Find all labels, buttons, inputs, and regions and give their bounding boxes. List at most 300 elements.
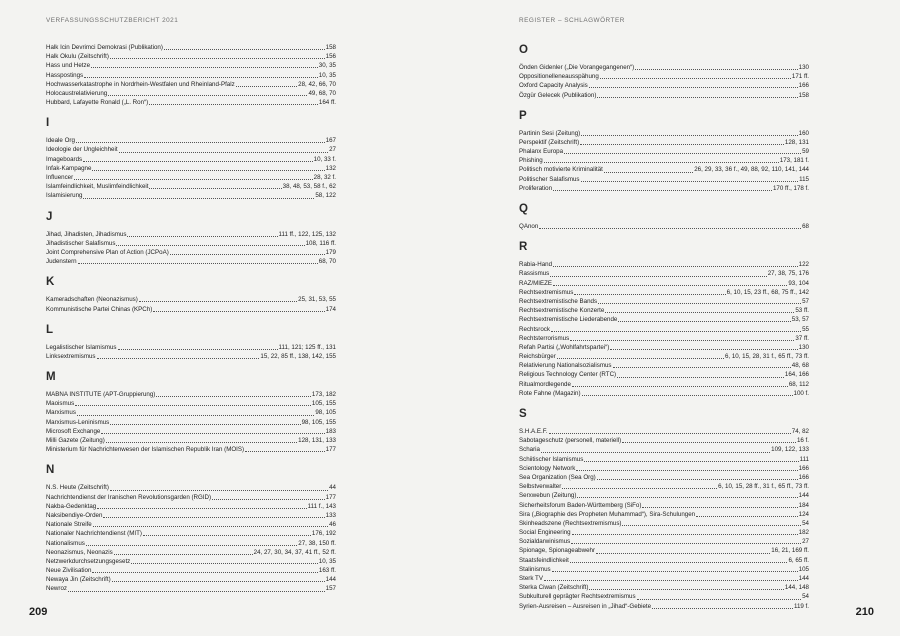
dot-leader	[600, 78, 791, 79]
index-term: Sterk TV	[519, 575, 543, 583]
dot-leader	[553, 285, 787, 286]
index-entry	[519, 501, 809, 510]
dot-leader	[544, 580, 798, 581]
index-entry	[519, 482, 809, 491]
dot-leader	[570, 562, 788, 563]
index-term: RAZ/MIEZE	[519, 279, 553, 287]
index-page-refs: 48, 68	[791, 362, 809, 370]
index-page-refs: 6, 10, 15, 28, 31 f., 65 ff., 73 ff.	[724, 353, 809, 361]
dot-leader	[116, 245, 304, 246]
index-term: Islamisierung	[46, 192, 83, 200]
index-term: Rechtsterrorismus	[519, 334, 570, 342]
index-section	[46, 464, 336, 593]
dot-leader	[572, 534, 798, 535]
index-page-refs: 6, 10, 15, 23 ff., 68, 75 ff., 142	[726, 288, 809, 296]
index-entry	[519, 269, 809, 278]
index-entry	[519, 510, 809, 519]
index-page-refs: 176, 192	[311, 530, 336, 538]
index-page-refs: 27	[329, 146, 336, 154]
index-page-refs: 10, 35	[318, 557, 336, 565]
dot-leader	[143, 535, 311, 536]
dot-leader	[553, 190, 772, 191]
dot-leader	[564, 153, 801, 154]
index-entry	[46, 409, 336, 418]
index-term: Nationale Streife	[46, 521, 92, 529]
index-page-refs: 30, 35	[318, 62, 336, 70]
index-page-refs: 68	[802, 223, 809, 231]
index-entry	[519, 81, 809, 90]
index-page-refs: 177	[325, 493, 336, 501]
index-term: Milli Gazete (Zeitung)	[46, 437, 105, 445]
index-page-refs: 68, 70	[318, 258, 336, 266]
index-section	[519, 44, 809, 100]
index-page-refs: 98, 105, 155	[301, 418, 336, 426]
dot-leader	[236, 86, 297, 87]
index-entry	[519, 91, 809, 100]
dot-leader	[557, 358, 724, 359]
index-page-refs: 167	[325, 137, 336, 145]
index-entry	[519, 175, 809, 184]
index-term: Sozialdarwinismus	[519, 538, 571, 546]
index-entry	[46, 539, 336, 548]
index-entry	[46, 136, 336, 145]
index-term: Rabia-Hand	[519, 261, 553, 269]
dot-leader	[91, 67, 318, 68]
index-entry	[519, 222, 809, 231]
index-term: Nationaler Nachrichtendienst (MIT)	[46, 530, 142, 538]
index-term: QAnon	[519, 223, 539, 231]
index-term: Kameradschaften (Neonazismus)	[46, 296, 138, 304]
index-page-refs: 133	[325, 511, 336, 519]
dot-leader	[76, 142, 325, 143]
dot-leader	[571, 543, 801, 544]
index-page-refs: 54	[802, 519, 809, 527]
index-term: Newaya Jin (Zeitschrift)	[46, 576, 111, 584]
index-term: Ideologie der Ungleichheit	[46, 146, 118, 154]
index-entry	[519, 138, 809, 147]
index-entry	[519, 325, 809, 334]
index-page-refs: 156	[325, 53, 336, 61]
dot-leader	[618, 321, 790, 322]
index-page-refs: 26, 29, 33, 36 f., 49, 88, 92, 110, 141, 144	[694, 166, 809, 174]
index-page-refs: 74, 82	[791, 428, 809, 436]
index-entry	[519, 455, 809, 464]
index-term: Legalistischer Islamismus	[46, 343, 117, 351]
index-entry	[46, 529, 336, 538]
index-term: Stalinismus	[519, 565, 551, 573]
index-page-refs: 164 ff.	[318, 99, 336, 107]
index-page-refs: 111 ff., 122, 125, 132	[278, 230, 336, 238]
index-entry	[46, 557, 336, 566]
index-term: Influencer	[46, 174, 74, 182]
index-page-refs: 58, 122	[315, 192, 336, 200]
dot-leader	[570, 340, 794, 341]
index-term: Marxismus-Leninismus	[46, 418, 110, 426]
index-page-refs: 130	[798, 63, 809, 71]
index-term: Joint Comprehensive Plan of Action (JCPoA)	[46, 248, 169, 256]
index-page-refs: 44	[329, 484, 336, 492]
index-section	[46, 324, 336, 361]
index-entry	[519, 537, 809, 546]
dot-leader	[622, 442, 796, 443]
index-entry	[519, 473, 809, 482]
index-page-refs: 130	[798, 343, 809, 351]
dot-leader	[637, 599, 802, 600]
index-entry	[46, 483, 336, 492]
index-page-refs: 16 f.	[796, 437, 809, 445]
index-entry	[519, 306, 809, 315]
dot-leader	[613, 367, 791, 368]
index-term: Selbstverwalter	[519, 483, 562, 491]
index-term: Halk Icin Devrimci Demokrasi (Publikation)	[46, 43, 163, 51]
index-page-refs: 144	[798, 492, 809, 500]
index-term: Refah Partisi („Wohlfahrtspartei“)	[519, 343, 610, 351]
dot-leader	[118, 349, 278, 350]
index-term: Imageboards	[46, 155, 83, 163]
index-term: S.H.A.E.F.	[519, 428, 548, 436]
index-entry	[519, 315, 809, 324]
index-section	[519, 241, 809, 398]
index-term: Sabotageschutz (personell, materiell)	[519, 437, 622, 445]
index-entry	[46, 511, 336, 520]
index-entry	[46, 173, 336, 182]
dot-leader	[539, 228, 801, 229]
index-term: Halk Okulu (Zeitschrift)	[46, 53, 109, 61]
dot-leader	[552, 571, 798, 572]
index-entry	[46, 585, 336, 594]
section-letter-heading: M	[46, 371, 56, 384]
index-section	[46, 43, 336, 107]
index-term: Kommunistische Partei Chinas (KPCh)	[46, 305, 153, 313]
section-letter-heading: N	[46, 464, 55, 477]
index-page-refs: 160	[798, 129, 809, 137]
index-term: Maoismus	[46, 400, 75, 408]
index-page-refs: 24, 27, 30, 34, 37, 41 ff., 52 ff.	[253, 548, 336, 556]
dot-leader	[108, 95, 307, 96]
dot-leader	[598, 303, 801, 304]
dot-leader	[572, 386, 788, 387]
index-term: Rechtsextremistische Konzerte	[519, 307, 605, 315]
index-page-refs: 27, 38, 150 ff.	[298, 539, 336, 547]
dot-leader	[84, 77, 318, 78]
index-term: Özgür Gelecek (Publikation)	[519, 91, 597, 99]
index-entry	[519, 528, 809, 537]
index-entry	[46, 502, 336, 511]
index-page-refs: 49, 68, 70	[308, 89, 336, 97]
index-entry	[519, 72, 809, 81]
index-term: Reichsbürger	[519, 353, 556, 361]
index-entry	[46, 343, 336, 352]
index-entry	[46, 191, 336, 200]
index-entry	[519, 583, 809, 592]
index-term: Hochwasserkatastrophe in Nordrhein-Westfalen und Rheinland-Pfalz	[46, 80, 235, 88]
index-page-refs: 174	[325, 305, 336, 313]
index-term: Phishing	[519, 157, 543, 165]
dot-leader	[576, 470, 797, 471]
dot-leader	[101, 433, 324, 434]
index-page-refs: 164, 166	[784, 371, 809, 379]
index-page-refs: 170 ff., 178 f.	[772, 184, 809, 192]
index-entry	[46, 390, 336, 399]
index-page-refs: 166	[798, 473, 809, 481]
index-term: Jihad, Jihadisten, Jihadismus	[46, 230, 127, 238]
dot-leader	[551, 331, 801, 332]
running-header-right: REGISTER – SCHLAGWÖRTER	[519, 17, 625, 24]
index-section	[519, 110, 809, 193]
index-term: Spionage, Spionageabwehr	[519, 547, 596, 555]
dot-leader	[610, 349, 797, 350]
dot-leader	[589, 589, 783, 590]
index-page-refs: 37 ff.	[795, 334, 809, 342]
section-letter-heading: I	[46, 117, 50, 130]
index-term: Microsoft Exchange	[46, 427, 101, 435]
index-entry	[519, 334, 809, 343]
index-section	[46, 117, 336, 200]
index-entry	[46, 98, 336, 107]
index-term: Skinheadszene (Rechtsextremismus)	[519, 519, 622, 527]
dot-leader	[77, 415, 314, 416]
index-term: Oxford Capacity Analysis	[519, 82, 588, 90]
index-page-refs: 111, 121; 125 ff., 131	[278, 343, 336, 351]
index-entry	[46, 71, 336, 80]
dot-leader	[106, 442, 297, 443]
index-page-refs: 10, 33 f.	[313, 155, 336, 163]
index-term: Ideale Org	[46, 137, 75, 145]
index-term: Sicherheitsforum Baden-Württemberg (SiFo)	[519, 501, 642, 509]
index-term: MABNA INSTITUTE (APT-Gruppierung)	[46, 391, 156, 399]
index-entry	[519, 63, 809, 72]
index-page-refs: 93, 104	[788, 279, 809, 287]
dot-leader	[604, 172, 693, 173]
index-term: Sterka Ciwan (Zeitschrift)	[519, 584, 589, 592]
index-section	[46, 211, 336, 267]
index-term: Perspektif (Zeitschrift)	[519, 138, 580, 146]
index-page-refs: 109, 122, 133	[771, 446, 809, 454]
index-section	[519, 203, 809, 231]
index-page-refs: 132	[325, 164, 336, 172]
dot-leader	[112, 581, 325, 582]
dot-leader	[562, 488, 717, 489]
right-page	[450, 0, 900, 636]
index-page-refs: 173, 182	[311, 391, 336, 399]
index-term: Relativierung Nationalsozialismus	[519, 362, 612, 370]
index-page-refs: 6, 65 ff.	[788, 556, 809, 564]
dot-leader	[74, 179, 312, 180]
section-letter-heading: S	[519, 408, 527, 421]
index-term: Rechtsextremistische Bands	[519, 297, 598, 305]
index-entry	[46, 352, 336, 361]
dot-leader	[605, 312, 794, 313]
dot-leader	[550, 276, 766, 277]
section-letter-heading: L	[46, 323, 54, 336]
index-term: Scientology Network	[519, 464, 576, 472]
index-term: Naksibendiye-Orden	[46, 511, 103, 519]
index-term: Hass und Hetze	[46, 62, 91, 70]
dot-leader	[68, 591, 325, 592]
index-term: Schiitischer Islamismus	[519, 455, 584, 463]
index-page-refs: 98, 105	[315, 409, 336, 417]
section-letter-heading: K	[46, 276, 55, 289]
dot-leader	[170, 254, 325, 255]
index-page-refs: 144, 148	[784, 584, 809, 592]
index-term: Nakba-Gedenktag	[46, 502, 97, 510]
dot-leader	[153, 311, 324, 312]
index-entry	[519, 371, 809, 380]
index-page-refs: 59	[802, 148, 809, 156]
index-page-refs: 166	[798, 82, 809, 90]
dot-leader	[93, 526, 328, 527]
index-page-refs: 57	[802, 297, 809, 305]
dot-leader	[110, 58, 325, 59]
section-letter-heading: O	[519, 44, 528, 56]
index-term: Politischer Salafismus	[519, 175, 580, 183]
index-term: Hubbard, Lafayette Ronald („L. Ron“)	[46, 99, 149, 107]
index-term: Sira („Biographie des Propheten Muhammad“), Sira-Schulungen	[519, 510, 696, 518]
dot-leader	[589, 87, 798, 88]
index-page-refs: 54	[802, 593, 809, 601]
dot-leader	[541, 452, 770, 453]
index-entry	[46, 520, 336, 529]
index-page-refs: 27	[802, 538, 809, 546]
index-entry	[519, 445, 809, 454]
dot-leader	[97, 508, 306, 509]
index-term: Oppositionelleneausspähung	[519, 73, 599, 81]
index-term: Proliferation	[519, 184, 553, 192]
index-entry	[46, 427, 336, 436]
index-term: Rechtsextremistische Liederabende	[519, 316, 618, 324]
index-entry	[46, 566, 336, 575]
index-page-refs: 28, 32 f.	[313, 174, 336, 182]
index-page-refs: 144	[798, 575, 809, 583]
dot-leader	[635, 69, 797, 70]
index-term: Hasspostings	[46, 71, 84, 79]
index-page-refs: 28, 42, 66, 70	[298, 80, 336, 88]
index-page-refs: 16, 21, 169 ff.	[771, 547, 809, 555]
dot-leader	[580, 144, 784, 145]
dot-leader	[584, 461, 798, 462]
dot-leader	[110, 424, 300, 425]
dot-leader	[574, 294, 725, 295]
index-entry	[46, 399, 336, 408]
index-entry	[46, 61, 336, 70]
dot-leader	[553, 266, 798, 267]
index-entry	[519, 574, 809, 583]
index-page-refs: 177	[325, 446, 336, 454]
index-term: Rechtsextremismus	[519, 288, 574, 296]
index-page-refs: 108, 116 ff.	[305, 239, 336, 247]
dot-leader	[92, 170, 324, 171]
section-letter-heading: R	[519, 241, 528, 254]
section-letter-heading: Q	[519, 203, 528, 216]
index-entry	[519, 389, 809, 398]
dot-leader	[97, 358, 260, 359]
index-term: Politisch motivierte Kriminalität	[519, 166, 603, 174]
index-term: Religious Technology Center (RTC)	[519, 371, 617, 379]
dot-leader	[78, 263, 318, 264]
running-header-left: VERFASSUNGSSCHUTZBERICHT 2021	[46, 17, 179, 24]
index-page-refs: 46	[329, 521, 336, 529]
index-term: Serxwebun (Zeitung)	[519, 492, 577, 500]
index-term: Partinin Sesi (Zeitung)	[519, 129, 581, 137]
dot-leader	[577, 497, 797, 498]
dot-leader	[617, 377, 784, 378]
index-entry	[46, 295, 336, 304]
dot-leader	[149, 188, 281, 189]
index-term: Neue Zivilisation	[46, 567, 92, 575]
dot-leader	[164, 49, 325, 50]
dot-leader	[581, 181, 799, 182]
index-entry	[46, 52, 336, 61]
index-entry	[46, 257, 336, 266]
index-entry	[519, 464, 809, 473]
dot-leader	[622, 525, 801, 526]
index-entry	[46, 493, 336, 502]
index-page-refs: 53, 57	[791, 316, 809, 324]
index-page-refs: 128, 131, 133	[298, 437, 336, 445]
index-term: Önden Gidenler („Die Vorangegangenen“)	[519, 63, 635, 71]
index-entry	[519, 380, 809, 389]
dot-leader	[582, 395, 793, 396]
index-entry	[46, 43, 336, 52]
index-entry	[519, 297, 809, 306]
index-entry	[519, 260, 809, 269]
index-entry	[46, 182, 336, 191]
dot-leader	[212, 499, 325, 500]
index-page-refs: 100 f.	[793, 389, 809, 397]
dot-leader	[696, 516, 798, 517]
index-page-refs: 6, 10, 15, 28 ff., 31 f., 65 ff., 73 ff.	[718, 483, 809, 491]
index-page-refs: 27, 38, 75, 176	[767, 270, 809, 278]
index-entry	[519, 519, 809, 528]
index-entry	[46, 146, 336, 155]
dot-leader	[127, 236, 277, 237]
index-page-refs: 158	[798, 91, 809, 99]
index-term: Infak-Kampagne	[46, 164, 92, 172]
index-page-refs: 128, 131	[784, 138, 809, 146]
index-page-refs: 10, 35	[318, 71, 336, 79]
index-term: Syrien-Ausreisen – Ausreisen in „Jihad“-Gebiete	[519, 602, 652, 610]
dot-leader	[642, 507, 797, 508]
index-page-refs: 25, 31, 53, 55	[298, 296, 336, 304]
index-entry	[519, 547, 809, 556]
index-entry	[46, 575, 336, 584]
index-column-right	[519, 44, 809, 621]
index-entry	[519, 592, 809, 601]
index-page-refs: 157	[325, 585, 336, 593]
index-entry	[519, 156, 809, 165]
index-entry	[519, 288, 809, 297]
index-entry	[519, 491, 809, 500]
dot-leader	[597, 97, 797, 98]
index-entry	[46, 445, 336, 454]
index-entry	[519, 343, 809, 352]
index-entry	[46, 230, 336, 239]
index-page-refs: 173, 181 f.	[779, 157, 809, 165]
index-entry	[519, 427, 809, 436]
index-page-refs: 105	[798, 565, 809, 573]
dot-leader	[103, 517, 324, 518]
index-page-refs: 166	[798, 464, 809, 472]
dot-leader	[131, 563, 318, 564]
index-term: N.S. Heute (Zeitschrift)	[46, 484, 109, 492]
index-entry	[519, 361, 809, 370]
dot-leader	[114, 554, 253, 555]
index-page-refs: 68, 112	[788, 380, 809, 388]
index-entry	[519, 556, 809, 565]
index-entry	[519, 129, 809, 138]
index-term: Holocaustrelativierung	[46, 89, 108, 97]
index-entry	[519, 184, 809, 193]
